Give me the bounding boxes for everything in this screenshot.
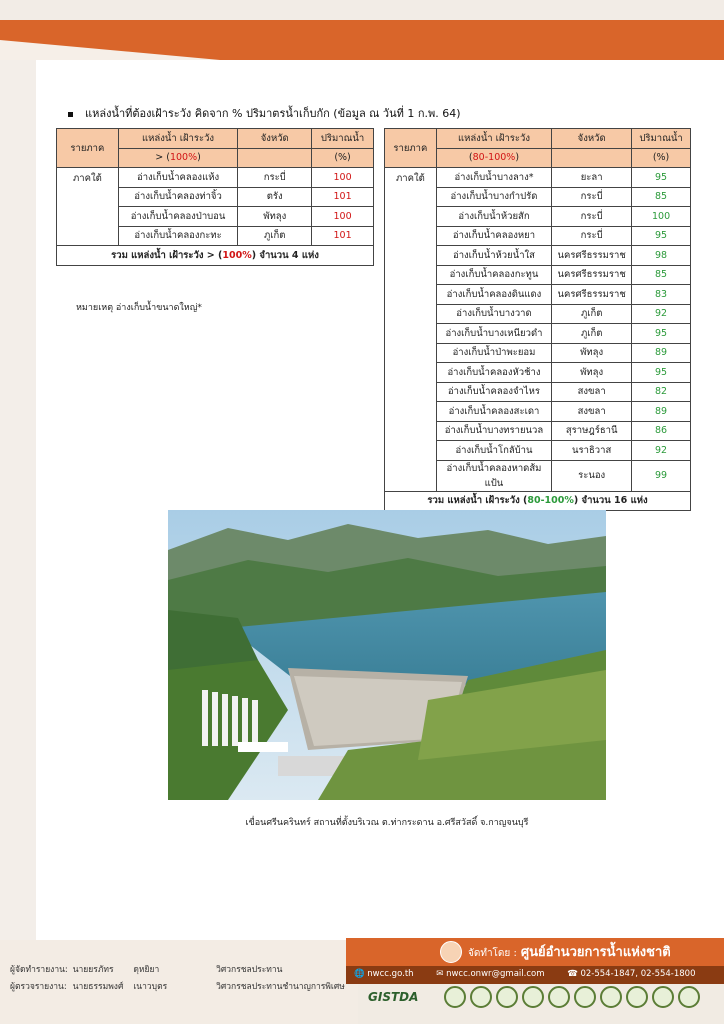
region-cell: ภาคใต้ [57, 168, 119, 246]
volume-value: 101 [312, 187, 374, 207]
partner-logo-icon [678, 986, 700, 1008]
mascot-icon [440, 941, 462, 963]
reservoir-name: อ่างเก็บน้ำโกลับ้าน [436, 441, 551, 461]
partner-logo-icon [470, 986, 492, 1008]
header-province: จังหวัด [238, 129, 312, 149]
province-cell: นครศรีธรรมราช [552, 265, 632, 285]
reservoir-name: อ่างเก็บน้ำคลองหาดส้มแป้น [436, 460, 551, 491]
table-80-100 [384, 128, 691, 511]
province-cell: ระนอง [552, 460, 632, 491]
province-cell: ภูเก็ต [238, 226, 312, 246]
partner-logo-icon [548, 986, 570, 1008]
phone-text: ☎ 02-554-1847, 02-554-1800 [567, 969, 696, 979]
partner-logo-icon [444, 986, 466, 1008]
region-cell: ภาคใต้ [385, 168, 437, 492]
volume-value: 95 [632, 226, 691, 246]
org-name: ศูนย์อำนวยการน้ำแห่งชาติ [520, 945, 671, 960]
header-province: จังหวัด [552, 129, 632, 149]
org-prefix: จัดทำโดย : [468, 948, 517, 959]
reservoir-name: อ่างเก็บน้ำคลองสะเดา [436, 402, 551, 422]
header-volume-unit: (%) [632, 148, 691, 168]
table-row [385, 168, 691, 188]
contact-line [354, 969, 716, 979]
reservoir-name: อ่างเก็บน้ำบางทรายนวล [436, 421, 551, 441]
province-cell: พัทลุง [552, 343, 632, 363]
reservoir-name: อ่างเก็บน้ำป่าพะยอม [436, 343, 551, 363]
volume-value: 100 [312, 168, 374, 188]
table-summary-row [57, 246, 374, 266]
header-province-blank [238, 148, 312, 168]
volume-value: 92 [632, 441, 691, 461]
email-link[interactable]: ✉ nwcc.onwr@gmail.com [436, 969, 545, 979]
province-cell: กระบี่ [238, 168, 312, 188]
header-source: แหล่งน้ำ เฝ้าระวัง [436, 129, 551, 149]
province-cell: นครศรีธรรมราช [552, 285, 632, 305]
header-source-range: (80-100%) [436, 148, 551, 168]
section-heading [68, 104, 461, 122]
province-cell: กระบี่ [552, 226, 632, 246]
reservoir-name: อ่างเก็บน้ำคลองหยา [436, 226, 551, 246]
reservoir-name: อ่างเก็บน้ำคลองหัวช้าง [436, 363, 551, 383]
volume-value: 95 [632, 168, 691, 188]
checker-line: ผู้ตรวจรายงาน: นายธรรมพงศ์ เนาวบุตร วิศวกรชลประทานชำนาญการพิเศษ [10, 982, 345, 992]
reservoir-name: อ่างเก็บน้ำบางกำปรัด [436, 187, 551, 207]
province-cell: ภูเก็ต [552, 324, 632, 344]
partner-logo-icon [652, 986, 674, 1008]
header-region: รายภาค [57, 129, 119, 168]
volume-value: 95 [632, 324, 691, 344]
volume-value: 99 [632, 460, 691, 491]
header-province-blank [552, 148, 632, 168]
reservoir-name: อ่างเก็บน้ำคลองแห้ง [118, 168, 238, 188]
reservoir-name: อ่างเก็บน้ำคลองกะทูน [436, 265, 551, 285]
header-volume: ปริมาณน้ำ [632, 129, 691, 149]
volume-value: 83 [632, 285, 691, 305]
volume-value: 85 [632, 187, 691, 207]
table-summary-row [385, 491, 691, 511]
dam-photo [168, 510, 606, 800]
partner-logo-icon [600, 986, 622, 1008]
header-volume-unit: (%) [312, 148, 374, 168]
province-cell: ภูเก็ต [552, 304, 632, 324]
reservoir-name: อ่างเก็บน้ำคลองดินแดง [436, 285, 551, 305]
volume-value: 92 [632, 304, 691, 324]
reservoir-name: อ่างเก็บน้ำห้วยน้ำใส [436, 246, 551, 266]
reservoir-name: อ่างเก็บน้ำคลองท่าจิ้ว [118, 187, 238, 207]
partner-logo-icon [522, 986, 544, 1008]
reservoir-name: อ่างเก็บน้ำห้วยสัก [436, 207, 551, 227]
reporter-line: ผู้จัดทำรายงาน: นายยรภัทร ดุหยิยา วิศวกรชลประทาน [10, 965, 283, 975]
province-cell: สงขลา [552, 382, 632, 402]
bullet-icon [68, 112, 73, 117]
gistda-logo: GISTDA [368, 990, 419, 1004]
volume-value: 89 [632, 402, 691, 422]
volume-value: 95 [632, 363, 691, 383]
report-credits [10, 962, 345, 996]
summary-cell: รวม แหล่งน้ำ เฝ้าระวัง (80-100%) จำนวน 16 แห่ง [385, 491, 691, 511]
volume-value: 89 [632, 343, 691, 363]
summary-cell: รวม แหล่งน้ำ เฝ้าระวัง > (100%) จำนวน 4 แห่ง [57, 246, 374, 266]
partner-logo-icon [496, 986, 518, 1008]
reservoir-name: อ่างเก็บน้ำบางลาง* [436, 168, 551, 188]
heading-text: แหล่งน้ำที่ต้องเฝ้าระวัง คิดจาก % ปริมาตรน้ำเก็บกัก (ข้อมูล ณ วันที่ 1 ก.พ. 64) [85, 107, 461, 120]
table-header-row [57, 129, 374, 149]
province-cell: นราธิวาส [552, 441, 632, 461]
header-source-range: > (100%) [118, 148, 238, 168]
volume-value: 98 [632, 246, 691, 266]
photo-caption: เขื่อนศรีนครินทร์ สถานที่ตั้งบริเวณ ต.ท่ากระดาน อ.ศรีสวัสดิ์ จ.กาญจนบุรี [245, 818, 529, 828]
volume-value: 101 [312, 226, 374, 246]
reservoir-name: อ่างเก็บน้ำคลองจำไหร [436, 382, 551, 402]
header-region: รายภาค [385, 129, 437, 168]
reservoir-name: อ่างเก็บน้ำคลองป่าบอน [118, 207, 238, 227]
province-cell: ยะลา [552, 168, 632, 188]
province-cell: พัทลุง [238, 207, 312, 227]
volume-value: 100 [632, 207, 691, 227]
side-margin [0, 60, 36, 940]
footnote: หมายเหตุ อ่างเก็บน้ำขนาดใหญ่* [76, 303, 202, 313]
province-cell: พัทลุง [552, 363, 632, 383]
partner-logo-icon [626, 986, 648, 1008]
volume-value: 86 [632, 421, 691, 441]
volume-value: 100 [312, 207, 374, 227]
partner-logo-icon [574, 986, 596, 1008]
province-cell: กระบี่ [552, 207, 632, 227]
org-credit [468, 941, 671, 962]
reservoir-name: อ่างเก็บน้ำบางเหนียวดำ [436, 324, 551, 344]
volume-value: 82 [632, 382, 691, 402]
header-volume: ปริมาณน้ำ [312, 129, 374, 149]
province-cell: สุราษฎร์ธานี [552, 421, 632, 441]
website-link[interactable]: 🌐 nwcc.go.th [354, 969, 414, 979]
province-cell: กระบี่ [552, 187, 632, 207]
province-cell: สงขลา [552, 402, 632, 422]
volume-value: 85 [632, 265, 691, 285]
province-cell: นครศรีธรรมราช [552, 246, 632, 266]
header-source: แหล่งน้ำ เฝ้าระวัง [118, 129, 238, 149]
province-cell: ตรัง [238, 187, 312, 207]
reservoir-name: อ่างเก็บน้ำคลองกะทะ [118, 226, 238, 246]
table-header-row [385, 129, 691, 149]
table-row [57, 168, 374, 188]
table-over-100 [56, 128, 374, 266]
reservoir-name: อ่างเก็บน้ำบางวาด [436, 304, 551, 324]
